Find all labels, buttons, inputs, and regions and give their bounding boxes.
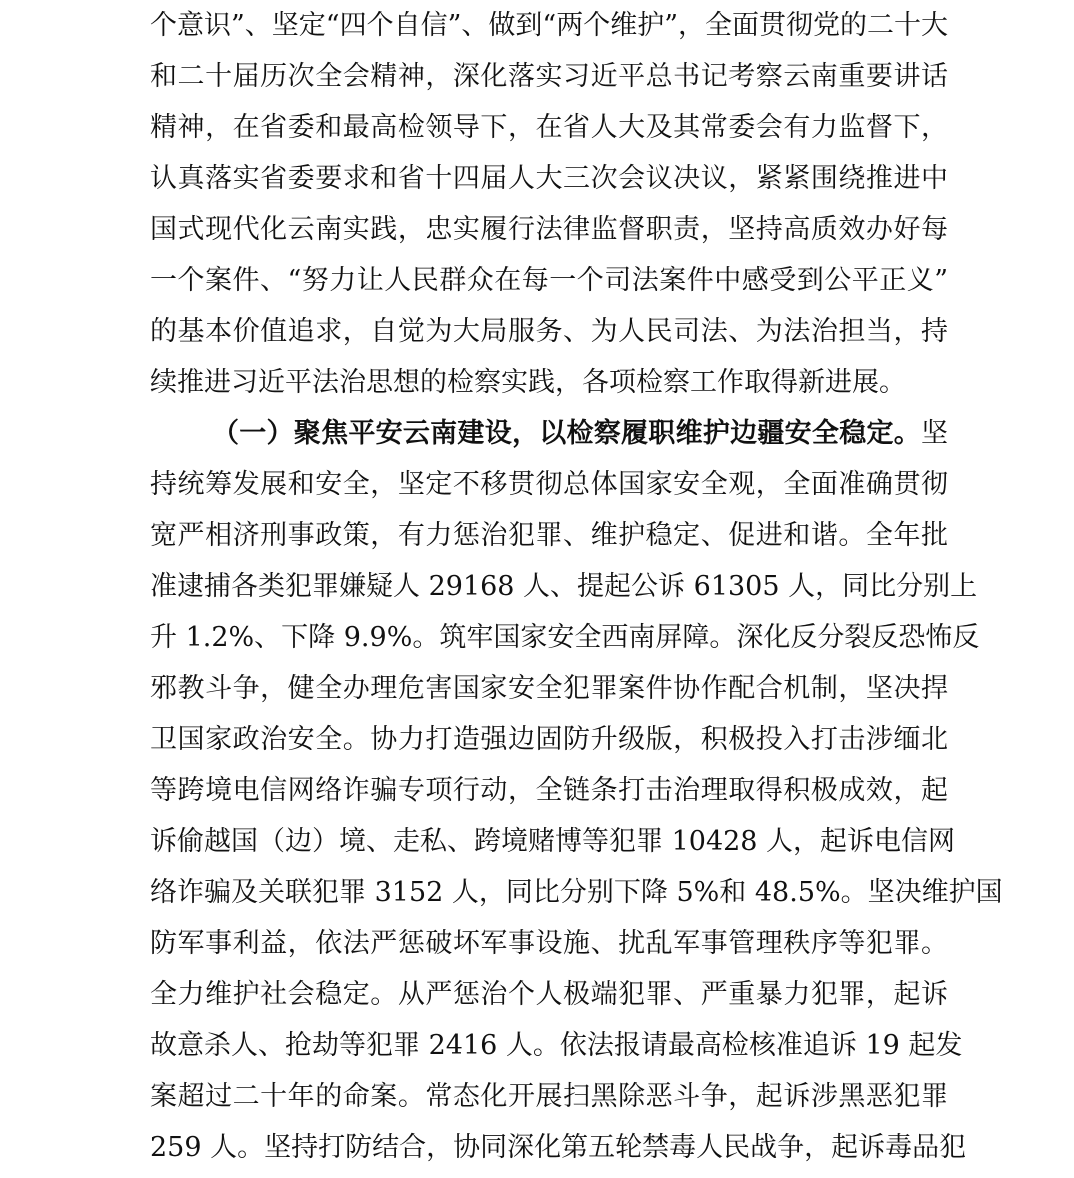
body-text-line: 个意识”、坚定“四个自信”、做到“两个维护”，全面贯彻党的二十大 bbox=[150, 10, 949, 41]
body-text-line: 续推进习近平法治思想的检察实践，各项检察工作取得新进展。 bbox=[150, 367, 906, 398]
body-text-line: 防军事利益，依法严惩破坏军事设施、扰乱军事管理秩序等犯罪。 bbox=[150, 928, 948, 959]
body-text-line: 等跨境电信网络诈骗专项行动，全链条打击治理取得积极成效，起 bbox=[150, 775, 948, 806]
body-text-line: 认真落实省委要求和省十四届人大三次会议决议，紧紧围绕推进中 bbox=[150, 163, 948, 194]
body-text-line: 宽严相济刑事政策，有力惩治犯罪、维护稳定、促进和谐。全年批 bbox=[150, 520, 948, 551]
body-text-line: 络诈骗及关联犯罪 3152 人，同比分别下降 5%和 48.5%。坚决维护国 bbox=[150, 877, 1003, 908]
body-text-line: 卫国家政治安全。协力打造强边固防升级版，积极投入打击涉缅北 bbox=[150, 724, 948, 755]
body-text-line: 国式现代化云南实践，忠实履行法律监督职责，坚持高质效办好每 bbox=[150, 214, 948, 245]
body-text-line: 邪教斗争，健全办理危害国家安全犯罪案件协作配合机制，坚决捍 bbox=[150, 673, 948, 704]
body-text-line: 的基本价值追求，自觉为大局服务、为人民司法、为法治担当，持 bbox=[150, 316, 948, 347]
body-text-line: 259 人。坚持打防结合，协同深化第五轮禁毒人民战争，起诉毒品犯 bbox=[150, 1132, 967, 1163]
document-page bbox=[150, 0, 1003, 1178]
body-text-line: 和二十届历次全会精神，深化落实习近平总书记考察云南重要讲话 bbox=[150, 61, 948, 92]
body-text-line: 升 1.2%、下降 9.9%。筑牢国家安全西南屏障。深化反分裂反恐怖反 bbox=[150, 622, 980, 653]
body-text-line: 案超过二十年的命案。常态化开展扫黑除恶斗争，起诉涉黑恶犯罪 bbox=[150, 1081, 948, 1112]
body-text-line: 持统筹发展和安全，坚定不移贯彻总体国家安全观，全面准确贯彻 bbox=[150, 469, 948, 500]
body-text-line: 全力维护社会稳定。从严惩治个人极端犯罪、严重暴力犯罪，起诉 bbox=[150, 979, 948, 1010]
section-heading-tail: 坚 bbox=[921, 418, 948, 449]
body-text-line: 诉偷越国（边）境、走私、跨境赌博等犯罪 10428 人，起诉电信网 bbox=[150, 826, 956, 857]
section-heading: （一）聚焦平安云南建设，以检察履职维护边疆安全稳定。 bbox=[212, 418, 921, 449]
body-text-line: 故意杀人、抢劫等犯罪 2416 人。依法报请最高检核准追诉 19 起发 bbox=[150, 1030, 963, 1061]
body-text-line: 一个案件、“努力让人民群众在每一个司法案件中感受到公平正义” bbox=[150, 265, 948, 296]
body-text-line: 准逮捕各类犯罪嫌疑人 29168 人、提起公诉 61305 人，同比分别上 bbox=[150, 571, 978, 602]
body-text-line: 精神，在省委和最高检领导下，在省人大及其常委会有力监督下， bbox=[150, 112, 948, 143]
section-heading-line bbox=[212, 408, 948, 460]
